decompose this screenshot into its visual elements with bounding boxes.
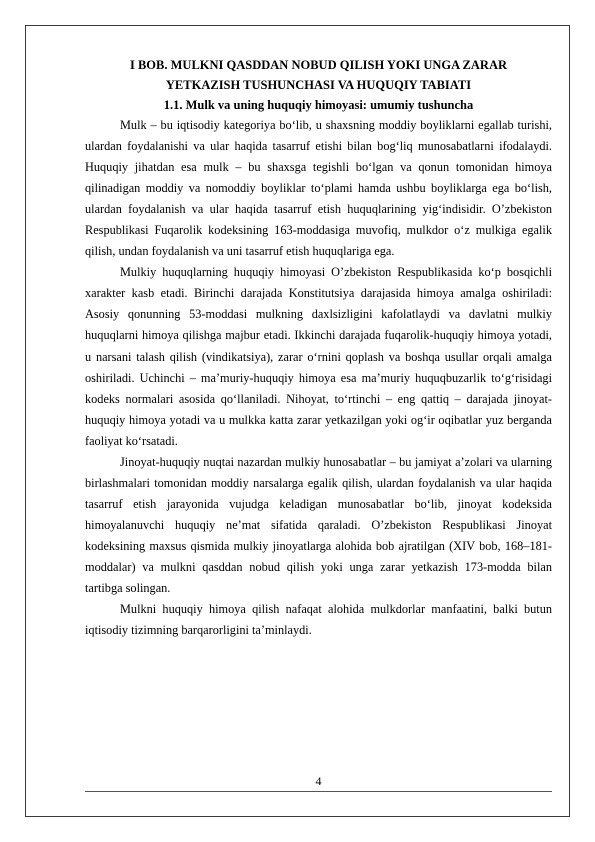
paragraph-4: Mulkni huquqiy himoya qilish nafaqat alohida mulkdorlar manfaatini, balki butun iqtisodiy tizimning barqarorligini ta’minlaydi. (85, 602, 552, 638)
chapter-title-line-2: YETKAZISH TUSHUNCHASI VA HUQUQIY TABIATI (165, 78, 472, 92)
page-number: 4 (315, 774, 322, 788)
chapter-title-line-1: I BOB. MULKNI QASDDAN NOBUD QILISH YOKI UNGA ZARAR (129, 58, 507, 72)
footer-rule (85, 791, 552, 792)
paragraph-3: Jinoyat-huquqiy nuqtai nazardan mulkiy hunosabatlar – bu jamiyat a’zolari va ularning birlashmalari tomonidan moddiy narsalarga egalik qilish, ulardan foydalanish va ular haqida tasarruf etish jarayonida vujudga keladigan munosabatlar bo‘lib, jinoyat kodeksida himoyalanuvchi huquqiy ne’mat sifatida qaraladi. O’zbekiston Respublikasi Jinoyat kodeksining maxsus qismida mulkiy jinoyatlarga alohida bob ajratilgan (XIV bob, 168–181-moddalar) va mulkni qasddan nobud qilish yoki unga zarar yetkazish 173-modda bilan tartibga solingan. (85, 454, 552, 596)
paragraph-2: Mulkiy huquqlarning huquqiy himoyasi O’zbekiston Respublikasida ko‘p bosqichli xarakter kasb etadi. Birinchi darajada Konstitutsiya darajasida himoya amalga oshiriladi: Asosiy qonunning 53-moddasi mulkning daxlsizligini kafolatlaydi va davlatni mulkiy huquqlarni himoya qilishga majbur etadi. Ikkinchi darajada fuqarolik-huquqiy himoya yotadi, u narsani talash qilish (vindikatsiya), zarar o‘rnini qoplash va boshqa usullar orqali amalga oshiriladi. Uchinchi – ma’muriy-huquqiy himoya esa ma’muriy huquqbuzarlik to‘g‘risidagi kodeks normalari asosida qo‘llaniladi. Nihoyat, to‘rtinchi – eng qattiq – darajada jinoyat-huquqiy himoya yotadi va u mulkka katta zarar yetkazilgan yoki og‘ir oqibatlar yuz berganda faoliyat ko‘rsatadi. (85, 265, 552, 448)
document-body (85, 55, 552, 641)
section-title: 1.1. Mulk va uning huquqiy himoyasi: umumiy tushuncha (163, 98, 474, 112)
paragraph-1: Mulk – bu iqtisodiy kategoriya bo‘lib, u shaxsning moddiy boyliklarni egallab turishi, ulardan foydalanishi va ular haqida tasarruf etishi bilan bog‘liq munosabatlarni ifodalaydi. Huquqiy jihatdan esa mulk – bu shaxsga tegishli bo‘lgan va qonun tomonidan himoya qilinadigan moddiy va nomoddiy boyliklar to‘plami hamda ushbu boyliklarga ega bo‘lish, ulardan foydalanish va ular haqida tasarruf etish huquqlarining yig‘indisidir. O’zbekiston Respublikasi Fuqarolik kodeksining 163-moddasiga muvofiq, mulkdor o‘z mulkiga egalik qilish, undan foydalanish va uni tasarruf etish huquqlariga ega. (85, 118, 552, 259)
